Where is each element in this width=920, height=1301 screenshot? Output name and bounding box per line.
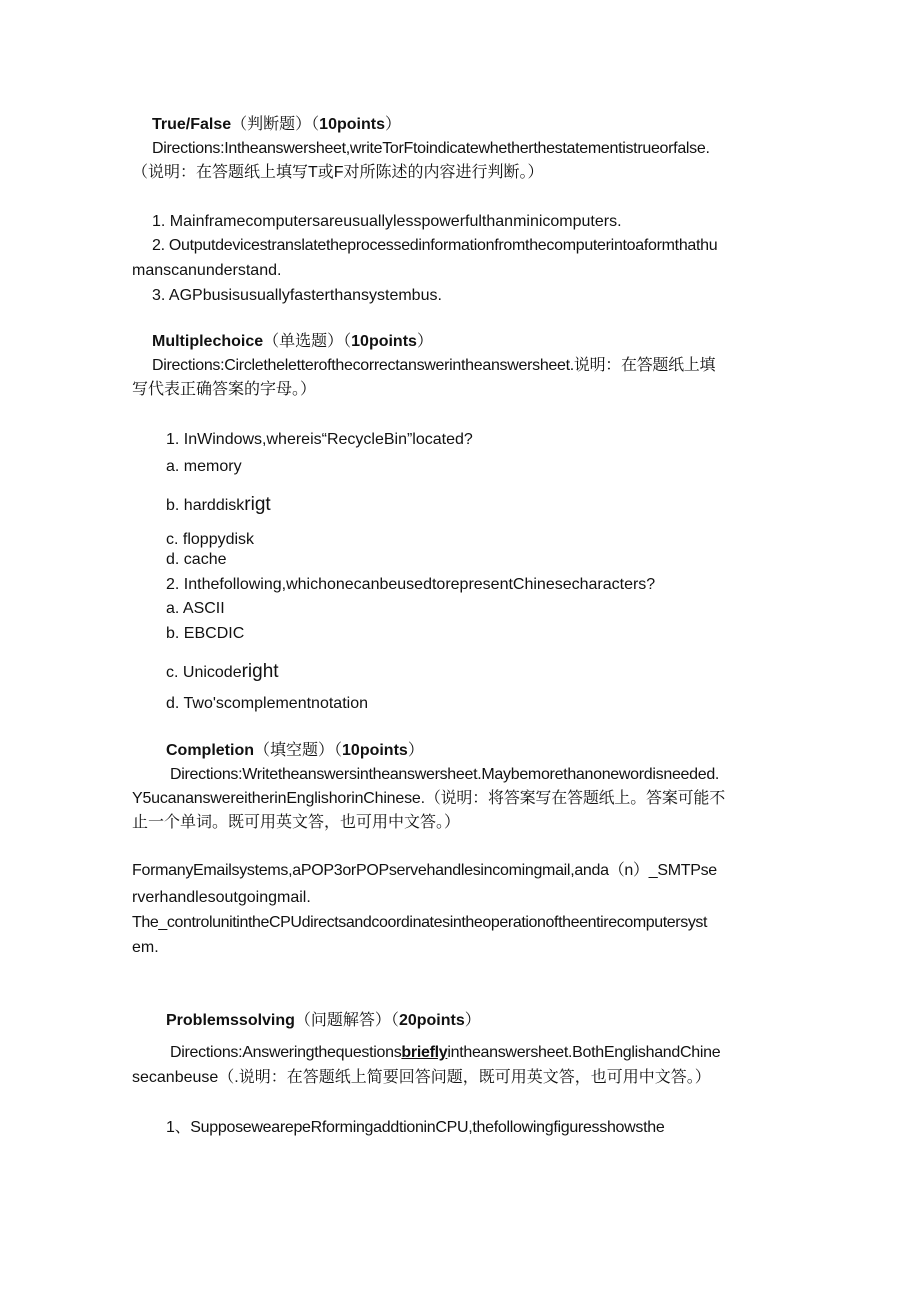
- directions-text: intheanswersheet.BothEnglishandChine: [447, 1044, 721, 1061]
- points: 10points: [342, 742, 408, 759]
- heading-end: ）: [416, 333, 433, 350]
- points: 10points: [351, 333, 417, 350]
- option: d. cache: [166, 551, 227, 568]
- question: 2. Inthefollowing,whichonecanbeusedtorepresentChinesecharacters?: [166, 576, 656, 593]
- option: a. memory: [166, 458, 242, 475]
- heading-end: ）: [407, 742, 424, 759]
- section-heading-true-false: [152, 115, 401, 135]
- directions: Directions:Writetheanswersintheanswersheet.Maybemorethanonewordisneeded.: [170, 766, 720, 783]
- heading-cn: （填空题）（: [254, 742, 343, 759]
- section-heading-multiple-choice: [152, 332, 433, 352]
- heading-end: ）: [384, 116, 401, 133]
- question-item: 2. Outputdevicestranslatetheprocessedinformationfromthecomputerintoaformthathu: [152, 237, 718, 254]
- directions: Y5ucananswereitherinEnglishorinChinese.（说明：将答案写在答题纸上。答案可能不: [132, 790, 726, 807]
- option-text: c. Unicode: [166, 664, 242, 681]
- emphasis-text: briefly: [401, 1044, 448, 1061]
- question-item: 1. Mainframecomputersareusuallylesspowerfulthanminicomputers.: [152, 213, 622, 230]
- directions: Directions:Intheanswersheet,writeTorFtoindicatewhetherthestatementistrueorfalse.: [152, 140, 710, 157]
- option-text: b. harddisk: [166, 497, 245, 514]
- option: b. EBCDIC: [166, 625, 245, 642]
- directions: [170, 1043, 720, 1063]
- directions-cn: 写代表正确答案的字母。）: [132, 381, 317, 398]
- heading-text: Multiplechoice: [152, 333, 264, 350]
- heading-end: ）: [464, 1012, 481, 1029]
- heading-text: True/False: [152, 116, 232, 133]
- question: 1. InWindows,whereis“RecycleBin”located?: [166, 431, 473, 448]
- directions-cn: （说明：在答题纸上填写T或F对所陈述的内容进行判断。）: [132, 164, 544, 181]
- answer-mark: rigt: [244, 494, 271, 515]
- option: [166, 662, 279, 683]
- directions: 止一个单词。既可用英文答，也可用中文答。）: [132, 814, 461, 831]
- option: c. floppydisk: [166, 531, 255, 548]
- section-heading-completion: [166, 741, 424, 761]
- heading-cn: （判断题）（: [231, 116, 320, 133]
- question-item: FormanyEmailsystems,aPOP3orPOPservehandlesincomingmail,anda（n）_SMTPse: [132, 862, 717, 879]
- question: 1、SupposewearepeRformingaddtioninCPU,thefollowingfiguresshowsthe: [166, 1119, 665, 1136]
- heading-cn: （问题解答）（: [294, 1012, 399, 1029]
- question-item-cont: manscanunderstand.: [132, 262, 282, 279]
- points: 20points: [398, 1012, 465, 1029]
- heading-text: Problemssolving: [166, 1012, 295, 1029]
- directions: Directions:Circletheletterofthecorrectanswerintheanswersheet.说明：在答题纸上填: [152, 357, 716, 374]
- question-item-cont: em.: [132, 939, 159, 956]
- directions-text: Directions:Answeringthequestions: [170, 1044, 402, 1061]
- option: a. ASCII: [166, 600, 225, 617]
- section-heading-problem-solving: [166, 1011, 481, 1031]
- question-item: 3. AGPbusisusuallyfasterthansystembus.: [152, 287, 442, 304]
- directions: secanbeuse（.说明：在答题纸上简要回答问题，既可用英文答，也可用中文答。）: [132, 1069, 711, 1086]
- question-item-cont: rverhandlesoutgoingmail.: [132, 889, 311, 906]
- heading-text: Completion: [166, 742, 254, 759]
- answer-mark: right: [241, 661, 279, 682]
- points: 10points: [319, 116, 385, 133]
- question-item: The_controlunitintheCPUdirectsandcoordinatesintheoperationoftheentirecomputersyst: [132, 914, 708, 931]
- heading-cn: （单选题）（: [263, 333, 352, 350]
- option: [166, 495, 271, 516]
- option: d. Two'scomplementnotation: [166, 695, 368, 712]
